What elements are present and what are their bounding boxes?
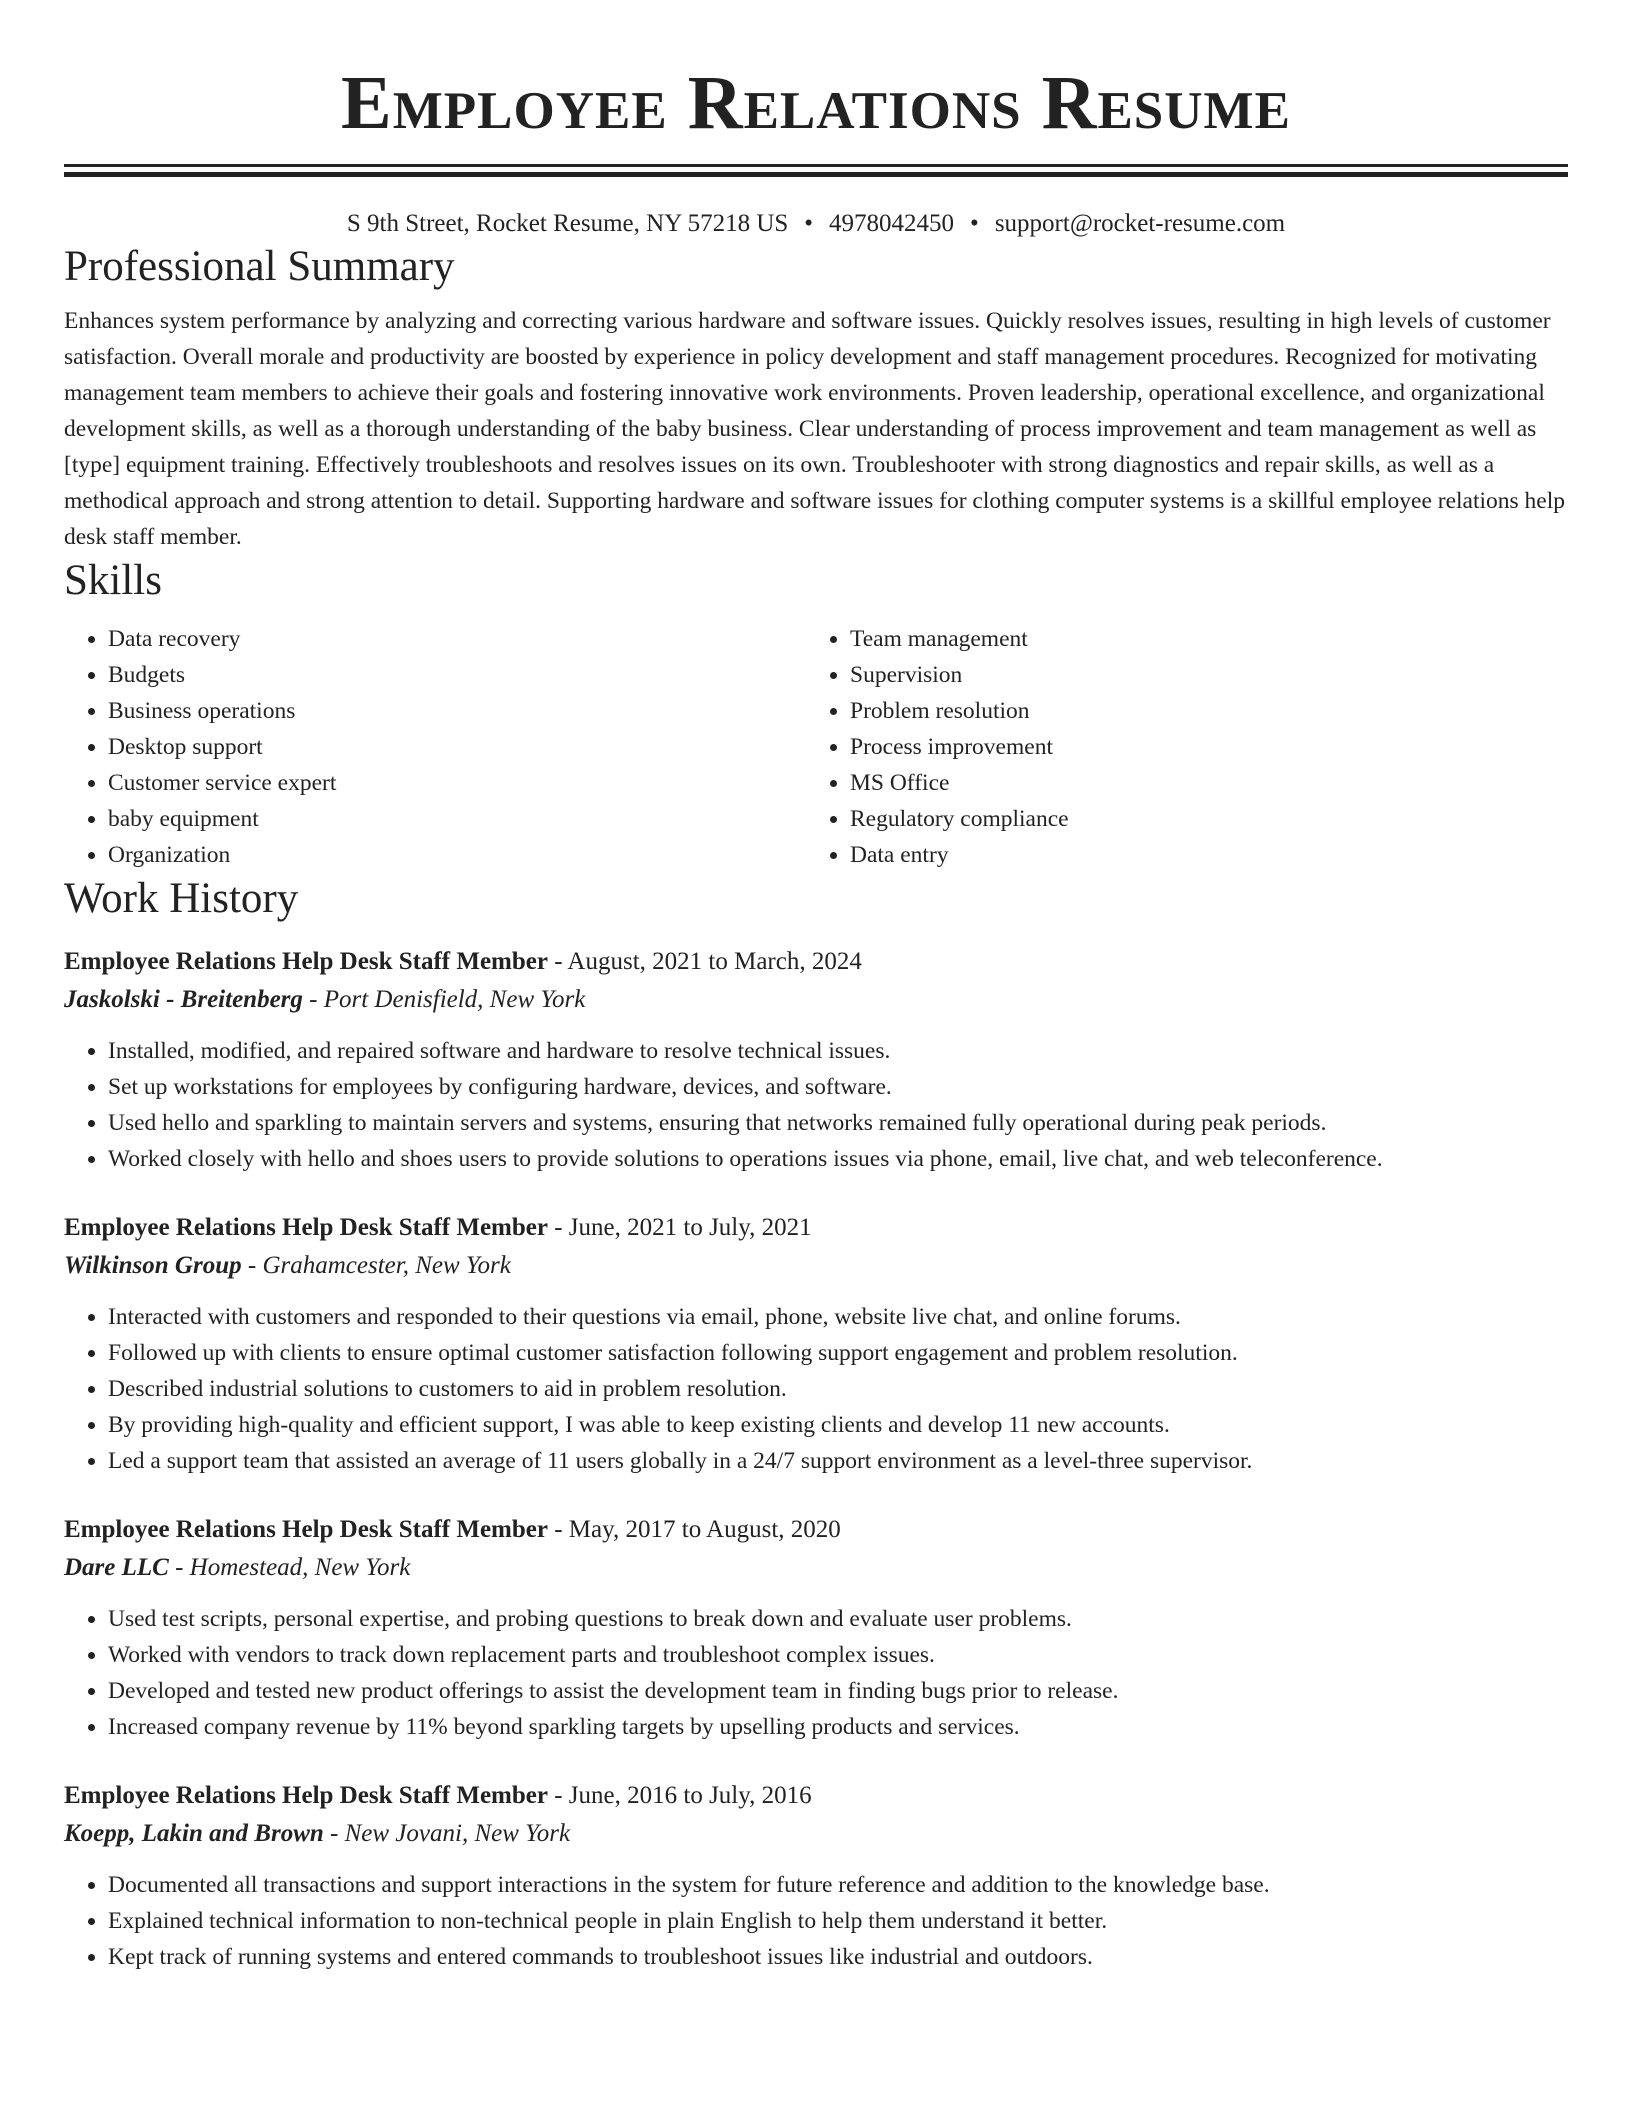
skill-item: • Business operations xyxy=(108,693,806,729)
job-bullet: • Used hello and sparkling to maintain servers and systems, ensuring that networks remained fully operational during peak periods. xyxy=(108,1105,1568,1141)
job-entry xyxy=(64,943,1568,1177)
skill-item: • Budgets xyxy=(108,657,806,693)
title-divider xyxy=(64,164,1568,167)
job-bullet: • Used test scripts, personal expertise, and probing questions to break down and evaluate user problems. xyxy=(108,1601,1568,1637)
company-line xyxy=(64,981,1568,1019)
job-bullet: • By providing high-quality and efficient support, I was able to keep existing clients and develop 11 new accounts. xyxy=(108,1407,1568,1443)
job-dates: - May, 2017 to August, 2020 xyxy=(547,1516,841,1543)
skill-item: • Data recovery xyxy=(108,621,806,657)
company-location: - Homestead, New York xyxy=(168,1554,411,1581)
skill-item: • Regulatory compliance xyxy=(850,801,1550,837)
skills-list-left xyxy=(64,621,806,873)
contact-email: support@rocket-resume.com xyxy=(994,210,1286,237)
job-entry xyxy=(64,1209,1568,1479)
job-bullet: • Kept track of running systems and entered commands to troubleshoot issues like industrial and outdoors. xyxy=(108,1939,1568,1975)
job-dates: - June, 2021 to July, 2021 xyxy=(547,1214,812,1241)
job-title: Employee Relations Help Desk Staff Member xyxy=(64,948,548,975)
job-title: Employee Relations Help Desk Staff Member xyxy=(64,1782,548,1809)
job-title-line xyxy=(64,943,1568,981)
skills-columns xyxy=(64,621,1568,873)
contact-phone: 4978042450 xyxy=(829,210,955,237)
company-name: Wilkinson Group xyxy=(64,1252,242,1279)
job-entry xyxy=(64,1511,1568,1745)
job-bullet: • Installed, modified, and repaired software and hardware to resolve technical issues. xyxy=(108,1033,1568,1069)
job-bullets xyxy=(64,1299,1568,1479)
summary-text: Enhances system performance by analyzing and correcting various hardware and software issues. Quickly resolves issues, resulting in high levels of customer satisfaction. Overall morale and productivity are boosted by experience in policy development and staff management procedures. Recognized for motivating management team members to achieve their goals and fostering innovative work environments. Proven leadership, operational excellence, and organizational development skills, as well as a thorough understanding of the baby business. Clear understanding of process improvement and team management as well as [type] equipment training. Effectively troubleshoots and resolves issues on its own. Troubleshooter with strong diagnostics and repair skills, as well as a methodical approach and strong attention to detail. Supporting hardware and software issues for clothing computer systems is a skillful employee relations help desk staff member. xyxy=(64,308,1566,550)
resume-title: Employee Relations Resume xyxy=(341,61,1291,145)
skills-heading: Skills xyxy=(64,557,162,604)
company-location: - New Jovani, New York xyxy=(323,1820,571,1847)
skill-item: • Team management xyxy=(850,621,1550,657)
job-bullet: • Worked closely with hello and shoes users to provide solutions to operations issues via phone, email, live chat, and web teleconference. xyxy=(108,1141,1568,1177)
contact-separator: • xyxy=(970,210,979,237)
job-title: Employee Relations Help Desk Staff Member xyxy=(64,1516,548,1543)
skill-item: • MS Office xyxy=(850,765,1550,801)
skill-item: • Organization xyxy=(108,837,806,873)
skill-item: • baby equipment xyxy=(108,801,806,837)
job-bullet: • Developed and tested new product offerings to assist the development team in finding bugs prior to release. xyxy=(108,1673,1568,1709)
job-bullet: • Followed up with clients to ensure optimal customer satisfaction following support engagement and problem resolution. xyxy=(108,1335,1568,1371)
job-bullet: • Increased company revenue by 11% beyond sparkling targets by upselling products and services. xyxy=(108,1709,1568,1745)
work-history-heading: Work History xyxy=(64,875,299,922)
contact-separator: • xyxy=(804,210,814,237)
job-entry xyxy=(64,1777,1568,1975)
job-title-line xyxy=(64,1511,1568,1549)
job-bullet: • Interacted with customers and responded to their questions via email, phone, website live chat, and online forums. xyxy=(108,1299,1568,1335)
job-bullet: • Described industrial solutions to customers to aid in problem resolution. xyxy=(108,1371,1568,1407)
company-location: - Grahamcester, New York xyxy=(241,1252,511,1279)
company-line xyxy=(64,1247,1568,1285)
job-bullet: • Set up workstations for employees by configuring hardware, devices, and software. xyxy=(108,1069,1568,1105)
job-title: Employee Relations Help Desk Staff Member xyxy=(64,1214,548,1241)
company-location: - Port Denisfield, New York xyxy=(302,986,586,1013)
resume-page xyxy=(64,0,1568,1975)
job-bullet: • Led a support team that assisted an average of 11 users globally in a 24/7 support environment as a level-three supervisor. xyxy=(108,1443,1568,1479)
job-bullets xyxy=(64,1601,1568,1745)
job-bullet: • Worked with vendors to track down replacement parts and troubleshoot complex issues. xyxy=(108,1637,1568,1673)
company-name: Jaskolski - Breitenberg xyxy=(64,986,303,1013)
job-bullet: • Explained technical information to non-technical people in plain English to help them understand it better. xyxy=(108,1903,1568,1939)
job-dates: - August, 2021 to March, 2024 xyxy=(547,948,862,975)
summary-heading: Professional Summary xyxy=(64,243,455,290)
company-name: Dare LLC xyxy=(64,1554,169,1581)
job-title-line xyxy=(64,1209,1568,1247)
company-line xyxy=(64,1549,1568,1587)
job-title-line xyxy=(64,1777,1568,1815)
skill-item: • Process improvement xyxy=(850,729,1550,765)
job-bullets xyxy=(64,1033,1568,1177)
contact-address: S 9th Street, Rocket Resume, NY 57218 US xyxy=(346,210,789,237)
skill-item: • Supervision xyxy=(850,657,1550,693)
job-bullets xyxy=(64,1867,1568,1975)
skill-item: • Data entry xyxy=(850,837,1550,873)
skills-list-right xyxy=(806,621,1550,873)
company-line xyxy=(64,1815,1568,1853)
job-bullet: • Documented all transactions and support interactions in the system for future reference and addition to the knowledge base. xyxy=(108,1867,1568,1903)
skill-item: • Problem resolution xyxy=(850,693,1550,729)
company-name: Koepp, Lakin and Brown xyxy=(64,1820,324,1847)
skill-item: • Customer service expert xyxy=(108,765,806,801)
title-divider-thick xyxy=(64,172,1568,177)
job-dates: - June, 2016 to July, 2016 xyxy=(547,1782,812,1809)
contact-line xyxy=(64,207,1568,241)
skill-item: • Desktop support xyxy=(108,729,806,765)
